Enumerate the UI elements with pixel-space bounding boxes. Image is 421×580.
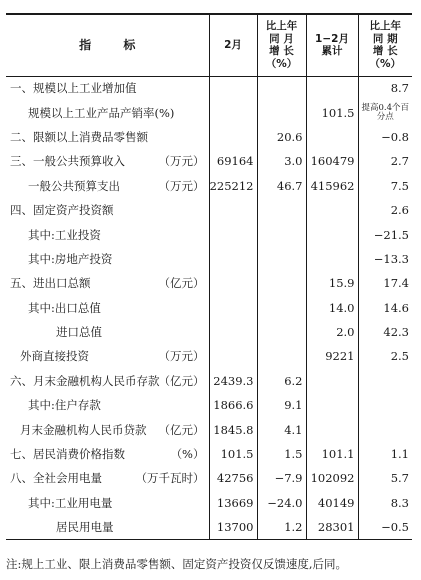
row-label-cell (6, 466, 209, 490)
cell-feb: 13700 (209, 515, 257, 539)
cell-feb-growth (257, 247, 306, 271)
row-label-cell (6, 393, 209, 417)
row-name: 外商直接投资 (20, 349, 89, 364)
table-row (6, 393, 412, 417)
row-unit: （万元） (158, 349, 205, 364)
cell-feb: 69164 (209, 149, 257, 173)
header-indicator: 指 标 (6, 14, 209, 76)
cell-feb-growth (257, 320, 306, 344)
cell-cum: 14.0 (306, 296, 358, 320)
row-label-cell (6, 515, 209, 539)
cell-feb-growth: 20.6 (257, 125, 306, 149)
cell-cum-growth: −13.3 (358, 247, 412, 271)
cell-cum: 2.0 (306, 320, 358, 344)
row-label-cell (6, 320, 209, 344)
row-label-cell (6, 369, 209, 393)
cell-feb: 1845.8 (209, 417, 257, 441)
cell-cum-growth: 2.7 (358, 149, 412, 173)
row-label-cell (6, 491, 209, 515)
cell-cum: 160479 (306, 149, 358, 173)
cell-feb (209, 320, 257, 344)
row-name: 八、全社会用电量 (10, 471, 102, 486)
cell-feb (209, 296, 257, 320)
table-header-row (6, 14, 412, 76)
row-name: 进口总值 (56, 325, 102, 340)
cell-cum-growth (358, 369, 412, 393)
cell-feb (209, 247, 257, 271)
table-row (6, 76, 412, 100)
table-row (6, 369, 412, 393)
row-name: 其中:住户存款 (28, 398, 101, 413)
row-name: 规模以上工业产品产销率(%) (28, 105, 175, 120)
cell-feb-growth: 3.0 (257, 149, 306, 173)
cell-cum-growth: 5.7 (358, 466, 412, 490)
cell-feb (209, 198, 257, 222)
cell-feb-growth (257, 344, 306, 368)
table-row (6, 491, 412, 515)
row-label-cell (6, 100, 209, 124)
cell-cum-growth: −21.5 (358, 222, 412, 246)
cell-feb (209, 125, 257, 149)
cell-cum-growth (358, 417, 412, 441)
cell-cum-growth: 提高0.4个百分点 (358, 100, 412, 124)
cell-cum: 9221 (306, 344, 358, 368)
cell-feb-growth (257, 271, 306, 295)
table-row (6, 198, 412, 222)
table-row (6, 296, 412, 320)
cell-cum (306, 198, 358, 222)
cell-cum-growth: 7.5 (358, 174, 412, 198)
cell-cum (306, 369, 358, 393)
cell-feb-growth: 6.2 (257, 369, 306, 393)
cell-feb (209, 100, 257, 124)
cell-feb-growth: 46.7 (257, 174, 306, 198)
row-name: 居民用电量 (56, 519, 114, 534)
table-row (6, 100, 412, 124)
cell-feb-growth (257, 296, 306, 320)
table-row (6, 149, 412, 173)
cell-cum: 102092 (306, 466, 358, 490)
cell-feb: 2439.3 (209, 369, 257, 393)
cell-cum-growth: 2.5 (358, 344, 412, 368)
row-name: 二、限额以上消费品零售额 (10, 129, 148, 144)
header-feb-growth: 比上年 同 月 增 长 （%） (257, 14, 306, 76)
header-cum-growth: 比上年 同 期 增 长 （%） (358, 14, 412, 76)
cell-cum-growth: 8.7 (358, 76, 412, 100)
row-label-cell (6, 222, 209, 246)
table-row (6, 466, 412, 490)
footnote: 注:规上工业、限上消费品零售额、固定资产投资仅反馈速度,后同。 (6, 557, 348, 571)
cell-feb: 225212 (209, 174, 257, 198)
table-row (6, 247, 412, 271)
row-name: 一般公共预算支出 (28, 178, 120, 193)
cell-feb-growth (257, 76, 306, 100)
row-label-cell (6, 247, 209, 271)
row-unit: （万千瓦时） (135, 471, 205, 486)
row-name: 五、进出口总额 (10, 276, 91, 291)
cell-feb: 1866.6 (209, 393, 257, 417)
cell-feb-growth: −7.9 (257, 466, 306, 490)
cell-cum (306, 222, 358, 246)
table-row (6, 271, 412, 295)
row-unit: （亿元） (158, 276, 205, 291)
row-unit: （亿元） (158, 422, 205, 437)
cell-feb (209, 344, 257, 368)
cell-cum (306, 393, 358, 417)
cell-cum: 15.9 (306, 271, 358, 295)
table-row (6, 515, 412, 539)
table-row (6, 344, 412, 368)
row-label-cell (6, 296, 209, 320)
cell-cum (306, 125, 358, 149)
cell-cum (306, 247, 358, 271)
row-label-cell (6, 271, 209, 295)
header-cumulative: 1−2月 累计 (306, 14, 358, 76)
row-label-cell (6, 442, 209, 466)
row-name: 六、月末金融机构人民币存款 (10, 373, 160, 388)
table-row (6, 125, 412, 149)
row-label-cell (6, 174, 209, 198)
row-name: 其中:房地产投资 (28, 251, 113, 266)
row-name: 三、一般公共预算收入 (10, 154, 125, 169)
statistics-table (6, 13, 412, 540)
cell-cum: 40149 (306, 491, 358, 515)
row-name: 一、规模以上工业增加值 (10, 81, 137, 96)
cell-feb: 13669 (209, 491, 257, 515)
row-label-cell (6, 417, 209, 441)
cell-feb-growth (257, 222, 306, 246)
row-label-cell (6, 198, 209, 222)
row-label-cell (6, 344, 209, 368)
cell-cum-growth: 42.3 (358, 320, 412, 344)
row-name: 其中:工业投资 (28, 227, 101, 242)
cell-feb-growth: 4.1 (257, 417, 306, 441)
row-unit: （万元） (158, 178, 205, 193)
cell-cum-growth: −0.8 (358, 125, 412, 149)
cell-cum (306, 417, 358, 441)
row-name: 四、固定资产投资额 (10, 203, 114, 218)
table-row (6, 320, 412, 344)
cell-feb-growth (257, 198, 306, 222)
row-name: 月末金融机构人民币贷款 (20, 422, 147, 437)
row-label-cell (6, 76, 209, 100)
table-row (6, 417, 412, 441)
row-name: 其中:工业用电量 (28, 495, 113, 510)
cell-feb (209, 222, 257, 246)
row-label-cell (6, 149, 209, 173)
cell-feb (209, 76, 257, 100)
cell-feb-growth (257, 100, 306, 124)
cell-cum-growth: −0.5 (358, 515, 412, 539)
table-row (6, 174, 412, 198)
cell-feb-growth: −24.0 (257, 491, 306, 515)
cell-feb (209, 271, 257, 295)
cell-cum-growth: 14.6 (358, 296, 412, 320)
row-unit: （万元） (158, 154, 205, 169)
cell-cum-growth: 2.6 (358, 198, 412, 222)
cell-feb-growth: 9.1 (257, 393, 306, 417)
cell-feb-growth: 1.2 (257, 515, 306, 539)
table-row (6, 222, 412, 246)
cell-feb-growth: 1.5 (257, 442, 306, 466)
cell-cum (306, 76, 358, 100)
cell-feb: 42756 (209, 466, 257, 490)
cell-cum: 415962 (306, 174, 358, 198)
row-name: 其中:出口总值 (28, 300, 101, 315)
cell-cum-growth (358, 393, 412, 417)
cell-cum-growth: 17.4 (358, 271, 412, 295)
cell-cum-growth: 8.3 (358, 491, 412, 515)
cell-cum: 101.1 (306, 442, 358, 466)
cell-cum: 28301 (306, 515, 358, 539)
table-row (6, 442, 412, 466)
cell-cum: 101.5 (306, 100, 358, 124)
row-name: 七、居民消费价格指数 (10, 447, 125, 462)
row-label-cell (6, 125, 209, 149)
statistics-table-container (6, 13, 412, 540)
table-body (6, 76, 412, 539)
header-feb: 2月 (209, 14, 257, 76)
cell-feb: 101.5 (209, 442, 257, 466)
row-unit: （亿元） (158, 373, 205, 388)
cell-cum-growth: 1.1 (358, 442, 412, 466)
row-unit: （%） (170, 447, 205, 462)
